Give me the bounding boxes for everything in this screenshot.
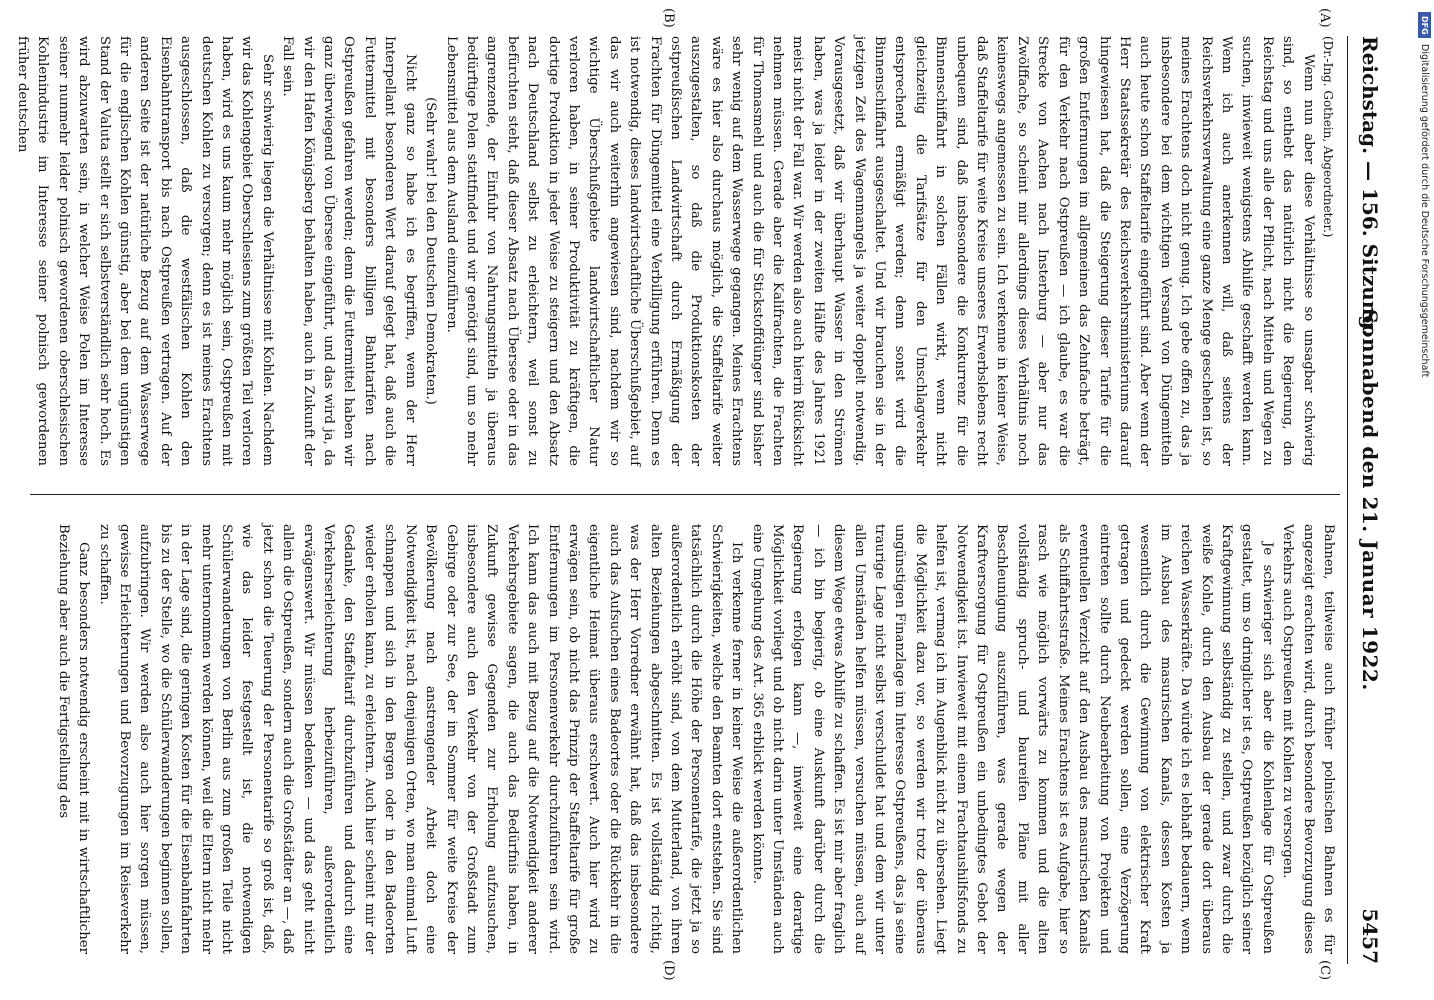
marker-d: (D) — [661, 960, 676, 981]
paragraph: Wenn nun aber diese Verhältnisse so unsagbar schwierig sind, so enthebt das natürlich nicht die Regierung, den Reichstag und uns alle der Pflicht, nach Mitteln und Wegen zu suchen, inwieweit wenigstens Abhilfe geschafft werden kann. Wenn ich auch anerkennen will, daß seitens der Reichsverkehrsverwaltung eine ganze Menge geschehen ist, so meines Erachtens doch nicht genug. Ich gebe offen zu, das ja insbesondere bei dem wichtigen Versand von Düngemitteln auch heute schon Staffeltarife eingeführt sind. Aber wenn der Herr Staatssekretär des Reichsverkehrsministeriums darauf hingewiesen hat, daß die Steigerung dieser Tarife für die großen Entfernungen im allgemeinen das Zehnfache beträgt, für den Verkehr nach Ostpreußen — ich glaube, es war die Strecke von Aachen nach Insterburg — aber nur das Zwölffache, so scheint mir allerdings dieses Verhältnis noch keineswegs angemessen zu sein. Ich verkenne in keiner Weise, daß Staffeltarife für weite Kreise unseres Erwerbslebens recht unbequem sind, daß insbesondere die Konkurrenz für die Binnenschiffahrt in solchen Fällen wirkt, wenn nicht gleichzeitig die Tarifsätze für den Umschlagverkehr entsprechend ermäßigt werden; denn sonst wird die Binnenschiffahrt ausgeschaltet. Und wir brauchen sie in der jetzigen Zeit des Wagenmangels ja weiter doppelt notwendig. Vorausgesetzt, daß wir überhaupt Wasser in den Strömen haben, was ja leider in der zweiten Hälfte des Jahres 1921 meist nicht der Fall war. Wir werden also auch hierin Rücksicht nehmen müssen. Gerade aber die Kalifrachten, die Frachten für Thomasmehl und auch die für Stickstoffdünger sind bisher sehr wenig auf dem Wasserwege gegangen. Meines Erachtens wäre es hier also durchaus möglich, die Staffeltarife weiter auszugestalten, so daß die Produktionskosten der ostpreußischen Landwirtschaft durch Ermäßigung der Frachten für Düngemittel eine Verbilligung erführen. Denn es ist notwendig, dieses landwirtschaftliche Überschußgebiet, auf das wir auch weiterhin angewiesen sind, nachdem wir so wichtige Überschußgebiete landwirtschaftlicher Natur verloren haben, in seiner Produktivität zu kräftigen, die dortige Produktion in jeder Weise zu steigern und den Absatz nach Deutschland selbst zu erleichtern, weil sonst zu befürchten steht, daß dieser Absatz nach Übersee oder in das angrenzende, der Einfuhr von Nahrungsmitteln ja überaus bedürftige Polen stattfindet und wir genötigt sind, um so mehr Lebensmittel aus dem Ausland einzuführen. — [443, 36, 1316, 466]
column-divider — [30, 494, 1340, 495]
marker-c: (C) — [1317, 960, 1332, 981]
header-date: Sonnabend den 21. Januar 1922. — [1358, 309, 1382, 691]
right-column — [38, 524, 1338, 954]
paragraph: Sehr schwierig liegen die Verhältnisse mit Kohlen. Nachdem wir das Kohlengebiet Oberschlesiens zum größten Teil verloren haben, wird es uns kaum mehr möglich sein, Ostpreußen mit deutschen Kohlen zu versorgen; denn es ist meines Erachtens ausgeschlossen, daß die westfälischen Kohlen den Eisenbahntransport bis nach Ostpreußen vertragen. Auf der anderen Seite ist der natürliche Bezug auf dem Wasserwege für die englischen Kohlen günstig, aber bei dem ungünstigen Stand der Valuta stellt er sich selbstverständlich sehr hoch. Es wird abzuwarten sein, in welcher Weise Polen im Interesse seiner nunmehr leider polnisch gewordenen oberschlesischen Kohlenindustrie im Interesse seiner polnisch gewordenen früher deutschen — [15, 36, 275, 466]
applause-note: (Sehr wahr! bei den Deutschen Demokraten.) — [423, 97, 439, 405]
paragraph: Ganz besonders notwendig erscheint mit in wirtschaftlicher Beziehung aber auch die Fertigstellung des — [55, 524, 92, 954]
digitization-credit — [1414, 8, 1434, 998]
paragraph: Bahnen, teilweise auch früher polnischen Bahnen es für angezeigt erachten wird, durch besondere Bevorzugung dieses Verkehrs auch Ostpreußen mit Kohlen zu versorgen. — [1280, 524, 1336, 954]
page-number: 5457 — [1358, 908, 1382, 964]
header-rule — [1347, 36, 1348, 964]
digitization-credit-text: Digitalisierung gefördert durch die Deutsche Forschungsgemeinschaft — [1419, 44, 1430, 378]
marker-b: (B) — [661, 8, 676, 28]
left-column — [15, 36, 1338, 466]
paragraph: Ich verkenne ferner in keiner Weise die außerordentlichen Schwierigkeiten, welche den Beamten dort entstehen. Sie sind tatsächlich durch die Höhe der Personentarife, die jetzt ja so außerordentlich erhöht sind, von dem Mutterland, von ihren alten Beziehungen abgeschnitten. Es ist vollständig richtig, was der Herr Vorredner erwähnt hat, daß das insbesondere auch das Aufsuchen eines Badeortes oder die Rückkehr in die eigentliche Heimat überaus erschwert. Auch hier wird zu erwägen sein, ob nicht das Prinzip der Staffeltarife für große Entfernungen im Personenverkehr durchzuführen sein wird. Ich kann das auch mit Bezug auf die Notwendigkeit anderer Verkehrsgebiete sagen, die auch das Bedürfnis haben, in Zukunft gewisse Gegenden zur Erholung aufzusuchen, insbesondere auch den Verkehr von der Großstadt zum Gebirge oder zur See, der im Sommer für weite Kreise der Bevölkerung nach anstrengender Arbeit doch eine Notwendigkeit ist, nach denjenigen Orten, wo man einmal Luft schnappen und sich in den Bergen oder in den Badeorten wieder erholen kann, zu erleichtern. Auch hier scheint mir der Gedanke, den Staffeltarif durchzuführen und dadurch eine Verkehrserleichterung herbeizuführen, außerordentlich erwägenswert. Wir müssen bedenken — und das geht nicht allein die Ostpreußen, sondern auch die Großstädter an —, daß jetzt schon die Teuerung der Personentarife so groß ist, daß, wie das leider festgestellt ist, die notwendigen Schülerwanderungen von Berlin aus zum großen Teile nicht mehr unternommen werden können, weil die Eltern nicht mehr in der Lage sind, die geringen Kosten für die Eisenbahnfahrten bis zu der Stelle, wo die Schülerwanderungen beginnen sollen, aufzubringen. Wir werden also auch hier sorgen müssen, gewisse Erleichterungen und Bevorzugungen im Reiseverkehr zu schaffen. — [96, 524, 745, 954]
paragraph: Nicht ganz so habe ich es begriffen, wenn der Herr Interpellant besonderen Wert darauf gelegt hat, daß auch die Futtermittel mit besonders billigen Bahntarifen nach Ostpreußen gefahren werden; denn die Futtermittel haben wir ganz überwiegend von Übersee eingeführt, und das wird ja, da wir den Hafen Königsberg behalten haben, auch in Zukunft der Fall sein. — [280, 36, 418, 466]
marker-a: (A) — [1317, 8, 1332, 28]
dfg-logo: DFG — [1418, 12, 1431, 38]
paragraph: Je schwieriger sich aber die Kohlenlage für Ostpreußen gestaltet, um so dringlicher ist es, Ostpreußen bezüglich seiner Kraftgewinnung selbständig zu stellen, und zwar durch die weiße Kohle, durch den Ausbau der gerade dort überaus reichen Wasserkräfte. Da würde ich es lebhaft bedauern, wenn im Ausbau des masurischen Kanals, dessen Kosten ja wesentlich durch die Gewinnung von elektrischer Kraft getragen und gedeckt werden sollen, eine Verzögerung eintreten sollte durch Neubearbeitung von Projekten und eventuellen Verzicht auf den Ausbau des masurischen Kanals als Schiffahrtsstraße. Meines Erachtens ist es Aufgabe, hier so rasch wie möglich vorwärts zu kommen und die alten vollständig spruch- und baureifen Pläne mit aller Beschleunigung auszuführen, was gerade wegen der Kraftversorgung für Ostpreußen ein unbedingtes Gebot der Notwendigkeit ist. Inwieweit mit einem Frachtaushilfsfonds zu helfen ist, vermag ich im Augenblick nicht zu übersehen. Liegt die Möglichkeit dazu vor, so werden wir trotz der überaus ungünstigen Finanzlage im Interesse Ostpreußens, das ja seine traurige Lage nicht selbst verschuldet hat und dem wir unter allen Umständen helfen müssen, versuchen müssen, auch auf diesem Wege etwas Abhilfe zu schaffen. Es ist mir aber fraglich — ich bin begierig, ob eine Auskunft darüber durch die Regierung erfolgen kann —, inwieweit eine derartige Möglichkeit vorliegt und ob nicht darin unter Umständen auch eine Umgehung des Art. 365 erblickt werden könnte. — [749, 524, 1275, 954]
header-left: Reichstag. — 156. Sitzung. — [1358, 36, 1382, 337]
speaker-attribution: (Dr.-Ing. Gothein, Abgeordneter.) — [1321, 36, 1335, 238]
page-header — [1348, 36, 1382, 964]
